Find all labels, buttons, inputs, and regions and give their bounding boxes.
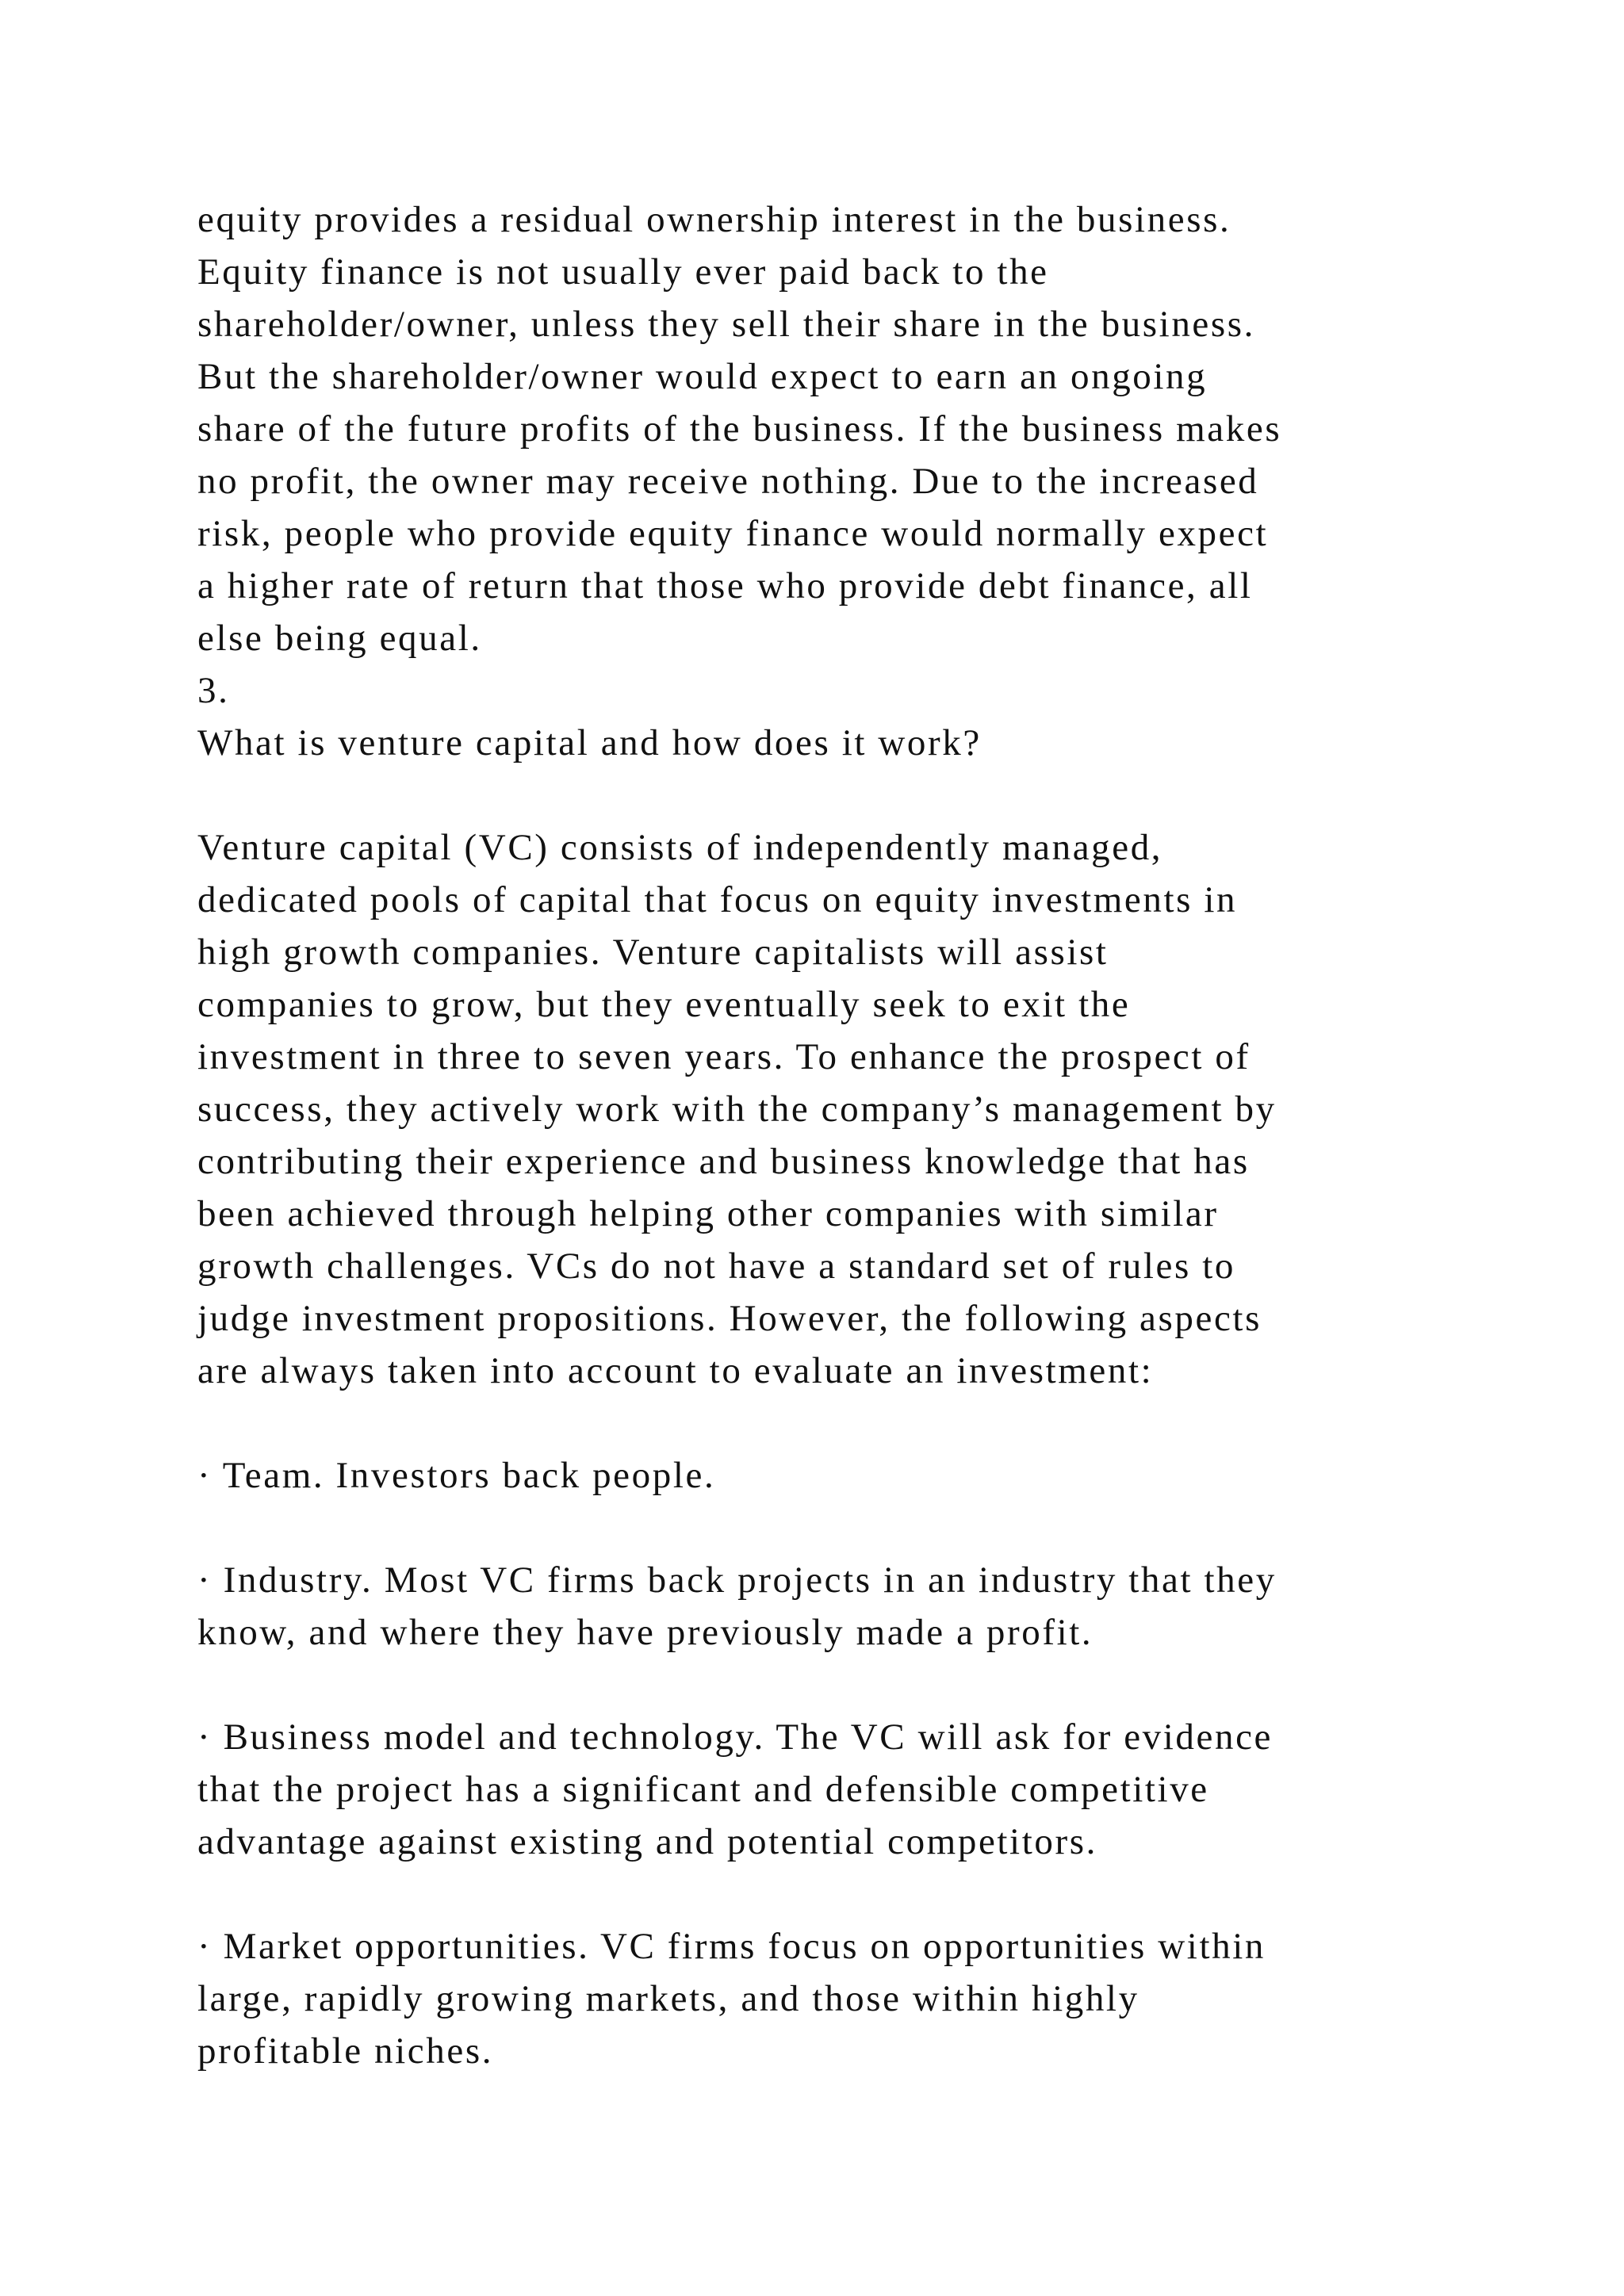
text-line: success, they actively work with the company’s management by xyxy=(197,1089,1277,1130)
bullet-item-industry: · Industry. Most VC firms back projects in an industry that they xyxy=(197,1559,1277,1601)
text-line: judge investment propositions. However, the following aspects xyxy=(197,1298,1262,1339)
blank-line xyxy=(197,769,1506,821)
text-line: large, rapidly growing markets, and those within highly xyxy=(197,1978,1139,2019)
text-line: dedicated pools of capital that focus on equity investments in xyxy=(197,879,1238,920)
text-line: a higher rate of return that those who provide debt finance, all xyxy=(197,565,1253,607)
question-heading: What is venture capital and how does it work? xyxy=(197,722,982,763)
blank-line xyxy=(197,1868,1506,1920)
blank-line xyxy=(197,1502,1506,1554)
bullet-item-market-opportunities: · Market opportunities. VC firms focus on opportunities within xyxy=(197,1926,1266,1967)
bullet-item-team: · Team. Investors back people. xyxy=(197,1455,716,1496)
text-line: been achieved through helping other companies with similar xyxy=(197,1193,1219,1234)
text-line: growth challenges. VCs do not have a standard set of rules to xyxy=(197,1246,1235,1287)
text-line: advantage against existing and potential competitors. xyxy=(197,1821,1097,1862)
question-number: 3. xyxy=(197,670,230,711)
text-line: contributing their experience and business knowledge that has xyxy=(197,1141,1250,1182)
text-line: But the shareholder/owner would expect to earn an ongoing xyxy=(197,356,1208,397)
text-line: are always taken into account to evaluate an investment: xyxy=(197,1350,1154,1391)
text-line: else being equal. xyxy=(197,618,482,659)
text-line: Equity finance is not usually ever paid back to the xyxy=(197,251,1049,293)
text-line: high growth companies. Venture capitalists will assist xyxy=(197,932,1109,973)
text-line: investment in three to seven years. To enhance the prospect of xyxy=(197,1036,1251,1077)
blank-line xyxy=(197,1397,1506,1449)
text-line: share of the future profits of the business. If the business makes xyxy=(197,408,1282,450)
text-line: shareholder/owner, unless they sell their share in the business. xyxy=(197,304,1256,345)
text-line: companies to grow, but they eventually seek to exit the xyxy=(197,984,1131,1025)
text-line: Venture capital (VC) consists of independently managed, xyxy=(197,827,1163,868)
blank-line xyxy=(197,1659,1506,1711)
text-line: equity provides a residual ownership interest in the business. xyxy=(197,199,1231,240)
text-line: risk, people who provide equity finance would normally expect xyxy=(197,513,1269,554)
text-line: know, and where they have previously made a profit. xyxy=(197,1612,1094,1653)
text-line: profitable niches. xyxy=(197,2030,494,2072)
text-line: no profit, the owner may receive nothing. Due to the increased xyxy=(197,461,1259,502)
text-line: that the project has a significant and defensible competitive xyxy=(197,1769,1209,1810)
document-body xyxy=(197,193,1506,2077)
bullet-item-business-model: · Business model and technology. The VC will ask for evidence xyxy=(197,1716,1273,1758)
